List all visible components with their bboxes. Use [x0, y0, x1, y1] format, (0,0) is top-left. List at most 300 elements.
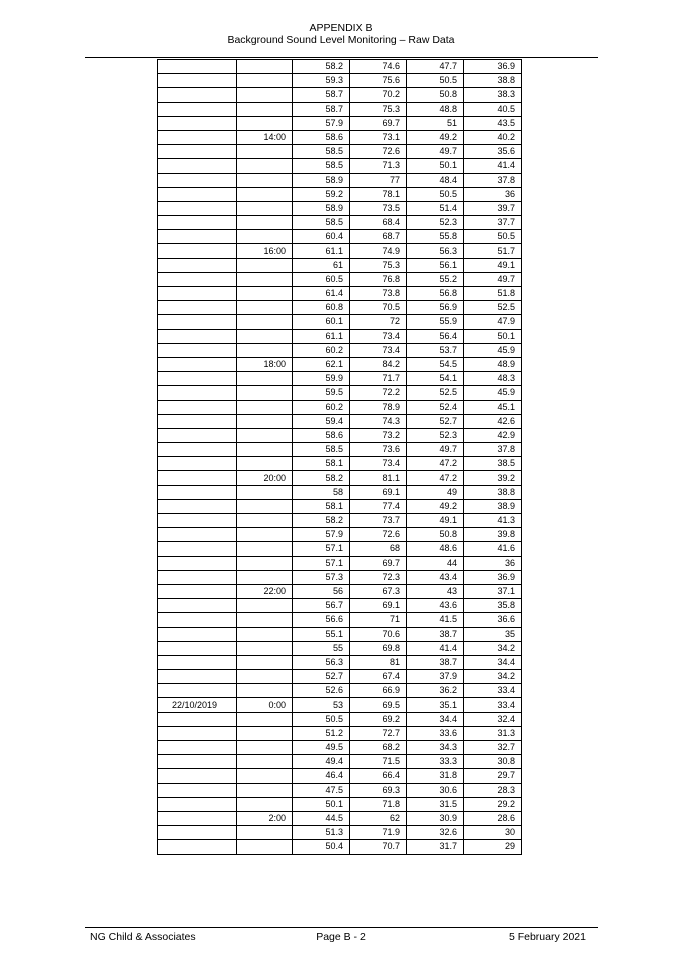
table-cell: 73.4 [350, 457, 407, 471]
table-cell: 60.1 [293, 315, 350, 329]
table-cell [158, 556, 237, 570]
table-cell: 72.3 [350, 570, 407, 584]
table-cell: 36.2 [407, 684, 464, 698]
table-cell: 56.1 [407, 258, 464, 272]
table-cell [158, 301, 237, 315]
table-row [158, 244, 522, 258]
table-cell: 67.4 [350, 670, 407, 684]
table-cell [158, 655, 237, 669]
table-cell: 30.9 [407, 811, 464, 825]
table-cell: 58.1 [293, 457, 350, 471]
table-cell: 78.9 [350, 400, 407, 414]
table-cell: 32.7 [464, 741, 522, 755]
table-cell: 16:00 [237, 244, 293, 258]
table-cell: 20:00 [237, 471, 293, 485]
table-cell: 58.5 [293, 216, 350, 230]
table-cell [237, 216, 293, 230]
table-cell: 77 [350, 173, 407, 187]
table-cell: 71.5 [350, 755, 407, 769]
table-row [158, 641, 522, 655]
table-row [158, 145, 522, 159]
table-cell: 59.9 [293, 372, 350, 386]
table-cell: 73.7 [350, 514, 407, 528]
table-row [158, 826, 522, 840]
table-cell: 51.4 [407, 201, 464, 215]
table-cell: 37.8 [464, 173, 522, 187]
table-row [158, 159, 522, 173]
table-cell: 49.4 [293, 755, 350, 769]
table-row [158, 287, 522, 301]
table-cell [237, 641, 293, 655]
table-cell: 37.9 [407, 670, 464, 684]
table-cell [158, 60, 237, 74]
table-cell [237, 258, 293, 272]
table-cell: 47.5 [293, 783, 350, 797]
table-cell: 59.4 [293, 414, 350, 428]
table-cell: 61.1 [293, 329, 350, 343]
table-cell: 32.6 [407, 826, 464, 840]
table-cell: 36.9 [464, 60, 522, 74]
table-cell: 52.3 [407, 216, 464, 230]
table-cell [158, 315, 237, 329]
table-cell: 29.2 [464, 797, 522, 811]
table-cell: 36 [464, 556, 522, 570]
table-cell [158, 74, 237, 88]
table-cell [158, 783, 237, 797]
table-cell: 50.8 [407, 88, 464, 102]
table-cell: 40.2 [464, 130, 522, 144]
table-cell: 28.3 [464, 783, 522, 797]
table-cell: 37.8 [464, 443, 522, 457]
table-cell: 2:00 [237, 811, 293, 825]
table-cell: 74.9 [350, 244, 407, 258]
table-cell: 58.2 [293, 514, 350, 528]
table-cell: 41.5 [407, 613, 464, 627]
table-cell [158, 329, 237, 343]
table-cell: 50.4 [293, 840, 350, 854]
table-cell [158, 755, 237, 769]
table-cell: 51.3 [293, 826, 350, 840]
table-row [158, 88, 522, 102]
table-cell [158, 159, 237, 173]
table-cell: 60.8 [293, 301, 350, 315]
table-cell: 68.7 [350, 230, 407, 244]
table-cell: 34.2 [464, 670, 522, 684]
table-cell: 73.4 [350, 329, 407, 343]
table-cell [158, 712, 237, 726]
table-cell: 51.7 [464, 244, 522, 258]
table-cell: 53 [293, 698, 350, 712]
table-cell: 43.5 [464, 116, 522, 130]
table-row [158, 712, 522, 726]
table-cell [158, 670, 237, 684]
table-cell [237, 315, 293, 329]
table-row [158, 471, 522, 485]
table-cell [237, 301, 293, 315]
table-cell: 74.3 [350, 414, 407, 428]
table-cell: 38.8 [464, 485, 522, 499]
table-cell: 72 [350, 315, 407, 329]
table-row [158, 130, 522, 144]
table-cell [237, 797, 293, 811]
table-cell: 72.6 [350, 145, 407, 159]
table-cell: 58.5 [293, 443, 350, 457]
table-cell [237, 769, 293, 783]
table-cell: 35.6 [464, 145, 522, 159]
table-row [158, 627, 522, 641]
table-cell: 42.9 [464, 428, 522, 442]
table-cell: 44 [407, 556, 464, 570]
table-row [158, 357, 522, 371]
table-row [158, 329, 522, 343]
table-row [158, 613, 522, 627]
table-cell [158, 684, 237, 698]
table-cell [158, 173, 237, 187]
table-cell: 58.7 [293, 102, 350, 116]
table-cell: 58.6 [293, 428, 350, 442]
table-row [158, 556, 522, 570]
table-cell [158, 570, 237, 584]
table-cell: 52.5 [464, 301, 522, 315]
table-cell [158, 102, 237, 116]
table-cell: 70.2 [350, 88, 407, 102]
table-cell: 29.7 [464, 769, 522, 783]
table-cell: 71.3 [350, 159, 407, 173]
table-row [158, 428, 522, 442]
table-cell [158, 811, 237, 825]
table-cell [237, 230, 293, 244]
table-cell: 49.5 [293, 741, 350, 755]
table-cell: 55 [293, 641, 350, 655]
table-cell: 51.8 [464, 287, 522, 301]
table-cell: 38.9 [464, 499, 522, 513]
table-cell: 36.6 [464, 613, 522, 627]
table-row [158, 272, 522, 286]
table-row [158, 570, 522, 584]
table-cell: 31.5 [407, 797, 464, 811]
table-cell: 75.3 [350, 102, 407, 116]
table-cell: 49.7 [407, 145, 464, 159]
table-cell: 33.4 [464, 684, 522, 698]
table-cell [237, 741, 293, 755]
table-cell [237, 670, 293, 684]
table-cell: 45.1 [464, 400, 522, 414]
table-cell: 61 [293, 258, 350, 272]
table-cell [158, 499, 237, 513]
table-row [158, 443, 522, 457]
table-row [158, 372, 522, 386]
table-cell: 0:00 [237, 698, 293, 712]
table-cell: 69.3 [350, 783, 407, 797]
table-cell: 49.1 [464, 258, 522, 272]
appendix-subtitle: Background Sound Level Monitoring – Raw Data [227, 34, 455, 46]
table-cell: 69.2 [350, 712, 407, 726]
table-cell: 49 [407, 485, 464, 499]
table-cell [158, 258, 237, 272]
table-cell: 47.9 [464, 315, 522, 329]
table-cell: 42.6 [464, 414, 522, 428]
page-header [0, 22, 682, 46]
table-cell: 71 [350, 613, 407, 627]
table-cell: 45.9 [464, 386, 522, 400]
table-cell: 72.2 [350, 386, 407, 400]
table-cell [237, 287, 293, 301]
table-cell: 33.4 [464, 698, 522, 712]
table-cell: 56.9 [407, 301, 464, 315]
table-cell: 57.1 [293, 556, 350, 570]
table-cell: 31.8 [407, 769, 464, 783]
table-cell: 52.3 [407, 428, 464, 442]
table-cell: 59.2 [293, 187, 350, 201]
table-cell: 56.4 [407, 329, 464, 343]
table-row [158, 60, 522, 74]
table-cell: 72.7 [350, 726, 407, 740]
table-cell: 55.2 [407, 272, 464, 286]
table-cell: 38.7 [407, 655, 464, 669]
table-cell: 56.8 [407, 287, 464, 301]
table-cell: 49.7 [407, 443, 464, 457]
table-cell [237, 343, 293, 357]
table-cell: 58.9 [293, 173, 350, 187]
table-row [158, 187, 522, 201]
table-cell: 56.3 [407, 244, 464, 258]
table-cell: 22/10/2019 [158, 698, 237, 712]
table-cell [237, 74, 293, 88]
table-cell [158, 372, 237, 386]
table-cell [158, 542, 237, 556]
table-row [158, 584, 522, 598]
table-cell: 58.6 [293, 130, 350, 144]
footer-rule [85, 927, 598, 928]
table-cell: 39.7 [464, 201, 522, 215]
table-cell: 55.9 [407, 315, 464, 329]
table-cell: 22:00 [237, 584, 293, 598]
raw-data-table [157, 59, 522, 855]
table-cell: 56.6 [293, 613, 350, 627]
table-cell: 52.7 [407, 414, 464, 428]
table-cell: 49.1 [407, 514, 464, 528]
table-cell: 57.9 [293, 528, 350, 542]
table-cell: 70.7 [350, 840, 407, 854]
table-cell: 60.2 [293, 343, 350, 357]
table-cell: 52.6 [293, 684, 350, 698]
table-cell: 70.6 [350, 627, 407, 641]
table-row [158, 230, 522, 244]
table-cell [158, 599, 237, 613]
table-row [158, 102, 522, 116]
table-row [158, 386, 522, 400]
table-cell [158, 400, 237, 414]
table-cell [237, 570, 293, 584]
table-cell [158, 244, 237, 258]
table-cell: 38.8 [464, 74, 522, 88]
table-cell: 57.1 [293, 542, 350, 556]
table-cell: 68.4 [350, 216, 407, 230]
table-cell: 36.9 [464, 570, 522, 584]
table-cell: 36 [464, 187, 522, 201]
table-row [158, 655, 522, 669]
table-cell: 55.1 [293, 627, 350, 641]
table-cell: 47.7 [407, 60, 464, 74]
table-cell: 47.2 [407, 471, 464, 485]
table-cell: 31.7 [407, 840, 464, 854]
table-row [158, 811, 522, 825]
table-cell [237, 712, 293, 726]
table-row [158, 343, 522, 357]
table-cell: 49.2 [407, 130, 464, 144]
table-cell [237, 755, 293, 769]
table-cell: 44.5 [293, 811, 350, 825]
table-cell: 51.2 [293, 726, 350, 740]
table-cell: 73.4 [350, 343, 407, 357]
table-cell: 58.9 [293, 201, 350, 215]
table-cell [237, 116, 293, 130]
table-row [158, 670, 522, 684]
table-cell [237, 457, 293, 471]
table-cell: 84.2 [350, 357, 407, 371]
table-row [158, 216, 522, 230]
table-cell: 53.7 [407, 343, 464, 357]
table-row [158, 797, 522, 811]
table-cell: 35.8 [464, 599, 522, 613]
table-cell: 71.7 [350, 372, 407, 386]
table-cell: 72.6 [350, 528, 407, 542]
table-row [158, 783, 522, 797]
table-cell: 60.2 [293, 400, 350, 414]
table-row [158, 414, 522, 428]
table-cell [158, 741, 237, 755]
table-row [158, 457, 522, 471]
table-cell [237, 613, 293, 627]
table-row [158, 542, 522, 556]
table-cell: 77.4 [350, 499, 407, 513]
table-row [158, 726, 522, 740]
table-cell: 29 [464, 840, 522, 854]
table-cell: 39.2 [464, 471, 522, 485]
table-cell [237, 499, 293, 513]
table-cell: 73.6 [350, 443, 407, 457]
table-cell: 43.6 [407, 599, 464, 613]
table-cell [158, 641, 237, 655]
table-row [158, 599, 522, 613]
table-cell: 38.7 [407, 627, 464, 641]
table-cell: 38.5 [464, 457, 522, 471]
table-row [158, 301, 522, 315]
table-row [158, 755, 522, 769]
table-cell: 33.6 [407, 726, 464, 740]
table-cell: 48.3 [464, 372, 522, 386]
table-cell: 69.7 [350, 116, 407, 130]
table-cell: 71.8 [350, 797, 407, 811]
table-cell: 60.5 [293, 272, 350, 286]
table-cell: 50.5 [407, 74, 464, 88]
table-cell: 70.5 [350, 301, 407, 315]
table-cell [158, 584, 237, 598]
footer-date: 5 February 2021 [508, 931, 586, 943]
table-cell [237, 627, 293, 641]
table-cell: 78.1 [350, 187, 407, 201]
table-cell: 52.4 [407, 400, 464, 414]
table-cell [237, 386, 293, 400]
table-cell: 56.7 [293, 599, 350, 613]
table-row [158, 116, 522, 130]
table-cell [158, 627, 237, 641]
table-cell: 49.7 [464, 272, 522, 286]
table-cell [158, 187, 237, 201]
footer-page-number: Page B - 2 [316, 931, 366, 943]
table-cell [237, 272, 293, 286]
table-row [158, 698, 522, 712]
table-cell: 50.8 [407, 528, 464, 542]
table-cell: 48.8 [407, 102, 464, 116]
table-cell: 50.1 [464, 329, 522, 343]
table-cell: 41.4 [464, 159, 522, 173]
table-cell [158, 428, 237, 442]
table-cell [237, 329, 293, 343]
table-row [158, 258, 522, 272]
table-cell [237, 159, 293, 173]
table-cell [158, 443, 237, 457]
table-cell [237, 783, 293, 797]
table-row [158, 840, 522, 854]
table-cell: 37.1 [464, 584, 522, 598]
table-cell: 50.1 [293, 797, 350, 811]
table-cell: 59.5 [293, 386, 350, 400]
table-cell [237, 400, 293, 414]
table-row [158, 485, 522, 499]
table-cell [158, 471, 237, 485]
table-cell: 69.7 [350, 556, 407, 570]
table-cell: 55.8 [407, 230, 464, 244]
table-cell: 14:00 [237, 130, 293, 144]
table-cell [158, 726, 237, 740]
table-cell [158, 414, 237, 428]
table-cell: 73.1 [350, 130, 407, 144]
table-row [158, 74, 522, 88]
table-cell: 51 [407, 116, 464, 130]
table-cell [237, 173, 293, 187]
table-cell: 43.4 [407, 570, 464, 584]
table-cell [158, 88, 237, 102]
table-cell: 66.4 [350, 769, 407, 783]
table-cell: 61.4 [293, 287, 350, 301]
table-cell: 57.9 [293, 116, 350, 130]
table-cell: 61.1 [293, 244, 350, 258]
table-row [158, 741, 522, 755]
table-cell: 69.8 [350, 641, 407, 655]
table-cell [237, 443, 293, 457]
table-cell: 74.6 [350, 60, 407, 74]
table-cell [237, 187, 293, 201]
table-cell: 50.5 [407, 187, 464, 201]
table-cell [237, 372, 293, 386]
table-cell: 34.2 [464, 641, 522, 655]
table-cell: 49.2 [407, 499, 464, 513]
table-cell [158, 201, 237, 215]
table-cell: 48.6 [407, 542, 464, 556]
table-cell: 59.3 [293, 74, 350, 88]
table-cell [237, 514, 293, 528]
table-cell: 81 [350, 655, 407, 669]
table-cell: 34.3 [407, 741, 464, 755]
footer-company: NG Child & Associates [90, 931, 196, 943]
table-cell: 58.2 [293, 471, 350, 485]
table-cell [237, 528, 293, 542]
table-row [158, 173, 522, 187]
table-cell [158, 130, 237, 144]
appendix-title: APPENDIX B [309, 22, 373, 34]
table-cell: 30.6 [407, 783, 464, 797]
